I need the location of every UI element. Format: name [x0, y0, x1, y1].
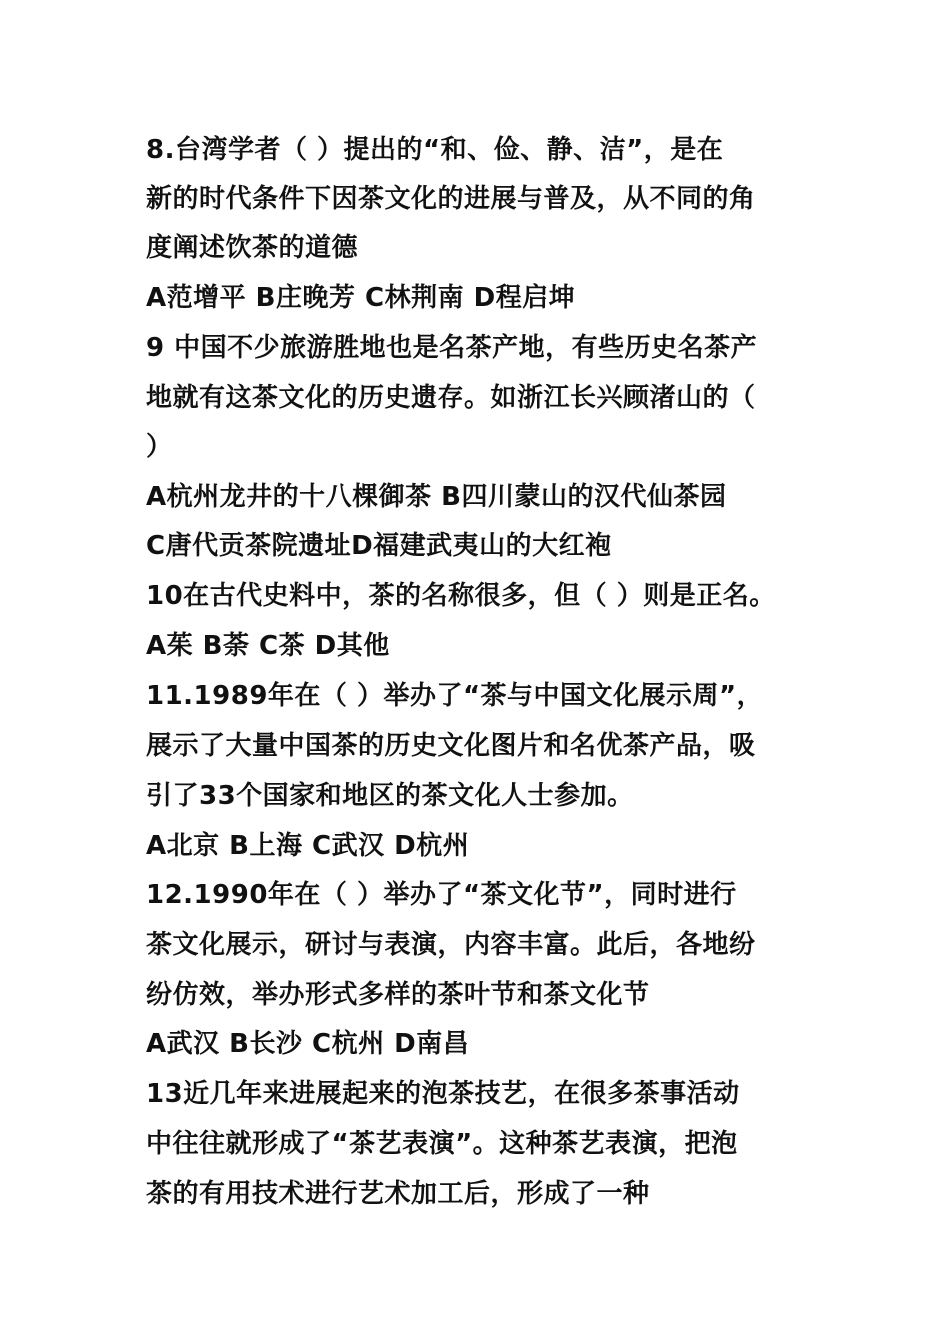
text-line: 度阐述饮茶的道德	[146, 233, 359, 263]
text-line: 茶的有用技术进行艺术加工后，形成了一种	[146, 1179, 650, 1209]
text-line: 8.台湾学者（ ）提出的“和、俭、静、洁”，是在	[146, 135, 724, 165]
text-line: 9 中国不少旅游胜地也是名茶产地，有些历史名茶产	[146, 333, 758, 363]
text-line: 中往往就形成了“茶艺表演”。这种茶艺表演，把泡	[146, 1129, 738, 1159]
text-line: 纷仿效，举办形式多样的茶叶节和茶文化节	[146, 980, 650, 1010]
text-line: 10在古代史料中，茶的名称很多，但（ ）则是正名。	[146, 581, 776, 611]
option-line: A茱 B荼 C茶 D其他	[146, 631, 390, 661]
text-line: 11.1989年在（ ）举办了“茶与中国文化展示周”，	[146, 681, 764, 711]
text-line: 13近几年来进展起来的泡茶技艺，在很多茶事活动	[146, 1079, 740, 1109]
text-line: 引了33个国家和地区的茶文化人士参加。	[146, 781, 634, 811]
text-line: 新的时代条件下因茶文化的进展与普及，从不同的角	[146, 184, 756, 214]
text-line: 地就有这茶文化的历史遗存。如浙江长兴顾渚山的（	[146, 383, 756, 413]
option-line: A范增平 B庄晚芳 C林荆南 D程启坤	[146, 283, 576, 313]
option-line: C唐代贡茶院遗址D福建武夷山的大红袍	[146, 531, 612, 561]
text-line: ）	[146, 432, 173, 462]
option-line: A北京 B上海 C武汉 D杭州	[146, 831, 470, 861]
text-line: 茶文化展示，研讨与表演，内容丰富。此后，各地纷	[146, 930, 756, 960]
option-line: A杭州龙井的十八棵御茶 B四川蒙山的汉代仙茶园	[146, 482, 727, 512]
option-line: A武汉 B长沙 C杭州 D南昌	[146, 1029, 470, 1059]
text-line: 12.1990年在（ ）举办了“茶文化节”，同时进行	[146, 880, 737, 910]
text-line: 展示了大量中国茶的历史文化图片和名优茶产品，吸	[146, 731, 756, 761]
